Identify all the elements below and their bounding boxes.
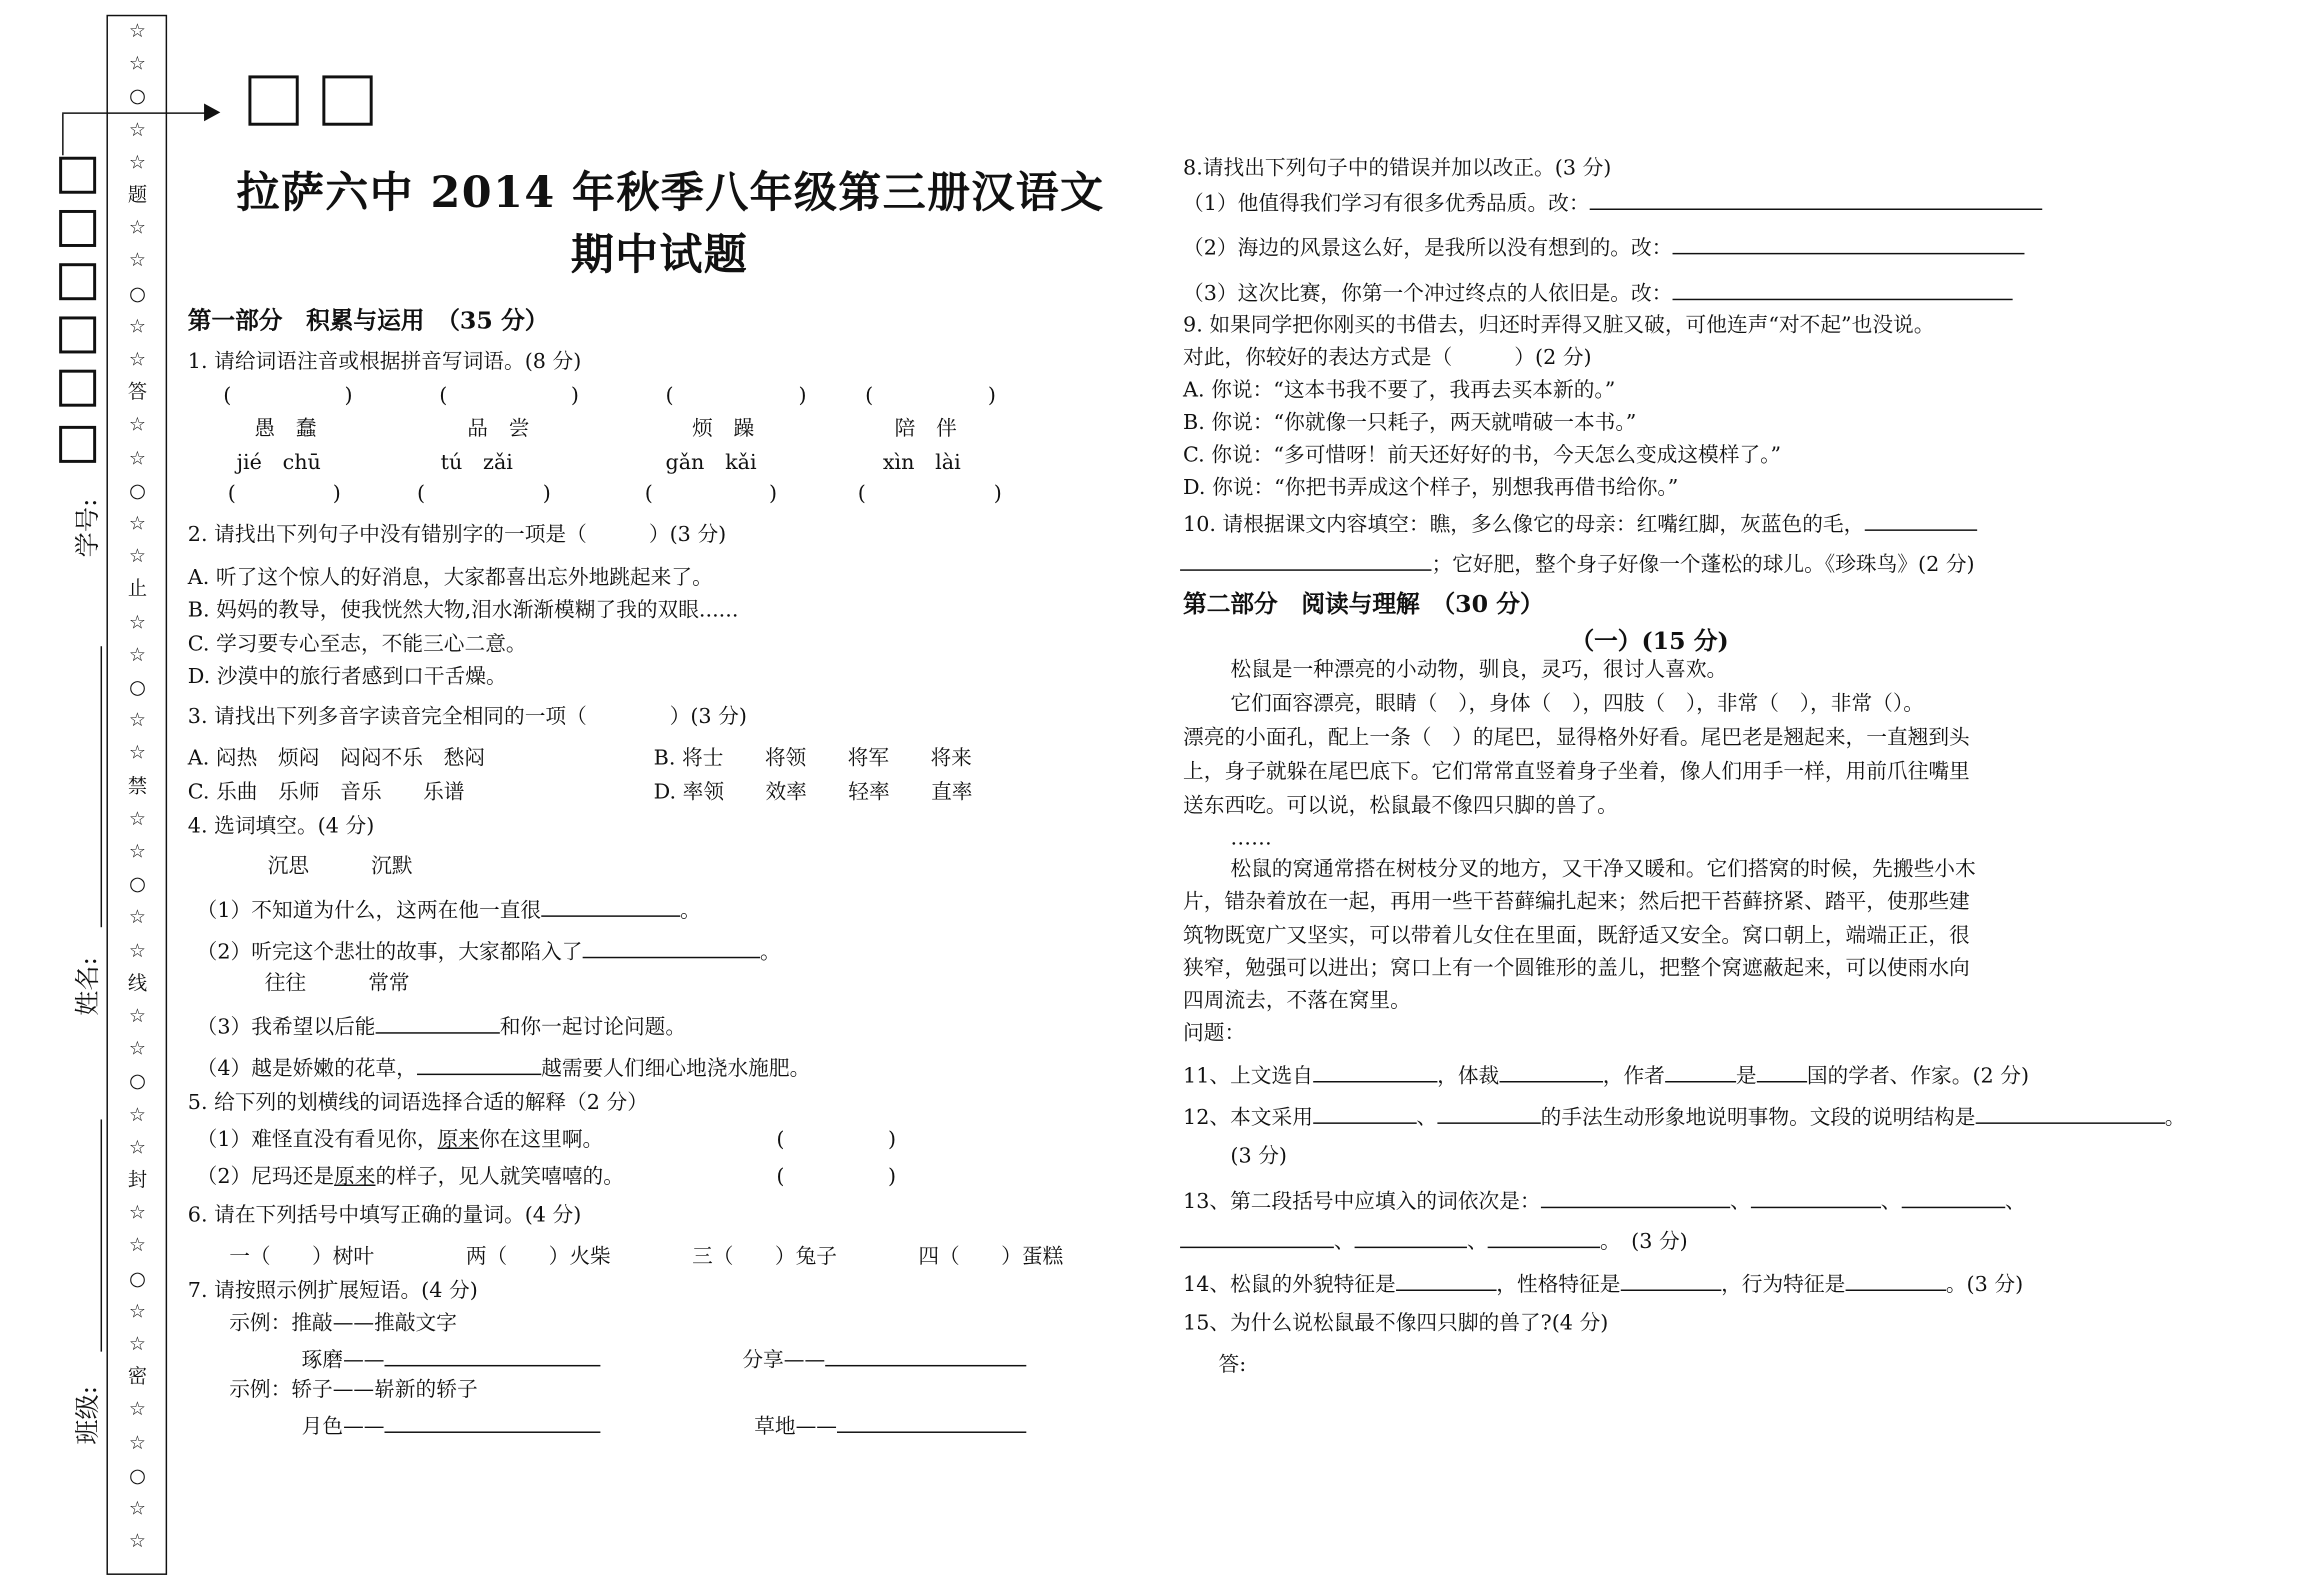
q13-blank-5[interactable] [1355, 1227, 1467, 1248]
q6-item-4[interactable]: 四（ ）蛋糕 [918, 1245, 1064, 1269]
circle-icon: ○ [129, 874, 146, 897]
q1-word-4: 陪 伴 [894, 417, 957, 441]
exam-title-line2: 期中试题 [570, 229, 749, 280]
q13-blank-1[interactable] [1541, 1187, 1730, 1208]
q13-sep-4: 、 [1333, 1230, 1355, 1255]
q5-sentence-2-text-a: （2）尼玛还是 [196, 1165, 335, 1189]
q8-blank-2[interactable] [1672, 234, 2024, 255]
q8-sentence-3 [1183, 279, 2012, 307]
q14-blank-1[interactable] [1396, 1270, 1497, 1291]
q1-answer-3-open: ( [665, 384, 674, 409]
circle-icon: ○ [129, 283, 146, 306]
seat-box-2[interactable] [322, 75, 372, 125]
star-icon: ☆ [128, 1333, 147, 1357]
q1-pinyin-2: tú zǎi [440, 451, 513, 475]
q5-answer-2[interactable]: ( ) [776, 1165, 897, 1189]
passage-p2b: 漂亮的小面孔，配上一条（ ）的尾巴，显得格外好看。尾巴老是翘起来，一直翘到头 [1183, 726, 1970, 750]
q9-option-a[interactable]: A. 你说：“这本书我不要了，我再去买本新的。” [1183, 378, 1616, 403]
q8-sentence-2 [1183, 234, 2024, 262]
q5-sentence-2 [197, 1165, 624, 1190]
q4-sentence-3 [197, 1013, 686, 1041]
q12-score: (3 分) [1230, 1144, 1287, 1169]
q7-item-a [302, 1346, 601, 1374]
q4-blank-1[interactable] [541, 896, 680, 917]
q7-item-d-label: 草地—— [754, 1415, 838, 1439]
passage-p3a: 松鼠的窝通常搭在树枝分叉的地方，又干净又暖和。它们搭窝的时候，先搬些小木 [1230, 857, 1976, 882]
class-label: 班级: [73, 1385, 104, 1445]
q4-sentence-1 [197, 896, 701, 924]
circle-icon: ○ [129, 86, 146, 109]
q2-option-b[interactable]: B. 妈妈的教导，使我恍然大物,泪水渐渐模糊了我的双眼...... [187, 598, 739, 623]
q2-option-d[interactable]: D. 沙漠中的旅行者感到口干舌燥。 [187, 665, 507, 690]
star-icon: ☆ [128, 907, 147, 930]
q1-answer-8-close[interactable]: ) [993, 482, 1002, 506]
q12-blank-2[interactable] [1437, 1103, 1541, 1124]
passage-p2c: 上，身子就躲在尾巴底下。它们常常直竖着身子坐着，像人们用手一样，用前爪往嘴里 [1183, 760, 1970, 784]
q4-period-1: 。 [680, 899, 701, 923]
q4-period-2: 。 [759, 940, 781, 965]
star-icon: ☆ [128, 250, 147, 273]
q1-pinyin-1: jié chū [236, 451, 321, 475]
q1-word-3: 烦 躁 [692, 417, 755, 441]
student-number-label: 学号: [73, 498, 104, 558]
q10-blank-2[interactable] [1180, 550, 1431, 571]
star-icon: ☆ [128, 119, 147, 142]
star-icon: ☆ [128, 611, 147, 634]
q4-sentence-1-text: （1）不知道为什么，这两在他一直很 [196, 899, 542, 923]
q5-sentence-2-text-b: 的样子，见人就笑嘻嘻的。 [375, 1165, 624, 1189]
star-icon: ☆ [128, 644, 147, 667]
q4-word-choices-2: 往往 常常 [264, 971, 410, 996]
passage-p2d: 送东西吃。可以说，松鼠最不像四只脚的兽了。 [1183, 794, 1618, 818]
seal-line-char: 封 [127, 1169, 148, 1192]
q3-option-a[interactable]: A. 闷热 烦闷 闷闷不乐 愁闷 [187, 746, 486, 771]
q1-answer-4-open: ( [865, 384, 874, 409]
q7-blank-b[interactable] [825, 1346, 1026, 1367]
q8-sentence-3-text: （3）这次比赛，你第一个冲过终点的人依旧是。改： [1183, 282, 1673, 307]
star-icon: ☆ [128, 841, 147, 864]
passage-p2a: 它们面容漂亮，眼睛（ ），身体（ ），四肢（ ），非常（ ），非常（）。 [1230, 692, 1924, 716]
q5-sentence-1-text-b: 你在这里啊。 [479, 1128, 604, 1152]
q12-text-b: 的手法生动形象地说明事物。文段的说明结构是 [1540, 1106, 1976, 1130]
student-number-box-4[interactable] [59, 316, 96, 353]
circle-icon: ○ [129, 1071, 146, 1094]
star-icon: ☆ [128, 348, 147, 372]
arrow-head-icon [204, 104, 220, 122]
q14 [1183, 1270, 2023, 1298]
q13-sep-2: 、 [1880, 1190, 1902, 1215]
q14-text-c: ，行为特征是 [1721, 1273, 1846, 1297]
q7-item-c-label: 月色—— [301, 1415, 385, 1439]
star-icon: ☆ [128, 1136, 147, 1160]
q14-text-b: ，性格特征是 [1496, 1273, 1621, 1297]
q4-sentence-4 [197, 1054, 811, 1082]
star-icon: ☆ [128, 513, 147, 536]
q12-blank-1[interactable] [1313, 1103, 1417, 1124]
q1-answer-6-open: ( [417, 482, 426, 506]
q8-blank-3[interactable] [1672, 279, 2012, 300]
q4-sentence-3-text-b: 和你一起讨论问题。 [499, 1015, 687, 1040]
star-icon: ☆ [128, 1530, 147, 1554]
q7-item-a-label: 琢磨—— [301, 1348, 385, 1373]
exam-title-line1: 拉萨六中 2014 年秋季八年级第三册汉语文 [236, 167, 1105, 218]
q7-blank-d[interactable] [837, 1412, 1026, 1433]
circle-icon: ○ [129, 677, 146, 700]
q11 [1183, 1062, 2029, 1090]
q11-blank-1[interactable] [1313, 1062, 1437, 1083]
student-number-box-1[interactable] [59, 157, 96, 194]
q1-answer-4-close[interactable]: ) [987, 384, 996, 409]
passage-p3c: 筑物既宽广又坚实，可以带着儿女住在里面，既舒适又安全。窝口朝上，端端正正，很 [1183, 924, 1970, 948]
class-field[interactable] [101, 1119, 102, 1351]
circle-icon: ○ [129, 480, 146, 503]
reading-section-1-heading: （一）(15 分) [1570, 627, 1729, 656]
q7-prompt: 7. 请按照示例扩展短语。(4 分) [187, 1279, 478, 1303]
q12-text-a: 12、本文采用 [1183, 1106, 1313, 1130]
q1-word-1: 愚 蠢 [254, 417, 317, 441]
q1-word-2: 品 尝 [467, 417, 530, 441]
q9-option-b[interactable]: B. 你说：“你就像一只耗子，两天就啃破一本书。” [1183, 411, 1637, 435]
star-icon: ☆ [128, 545, 147, 569]
name-field[interactable] [101, 646, 102, 927]
star-icon: ☆ [128, 1235, 147, 1258]
seal-line-char: 线 [127, 972, 148, 995]
q12 [1183, 1103, 2185, 1131]
q4-blank-4[interactable] [417, 1054, 541, 1075]
q13-blank-2[interactable] [1751, 1187, 1881, 1208]
q8-sentence-1-text: （1）他值得我们学习有很多优秀品质。改： [1183, 192, 1590, 216]
q4-sentence-3-text-a: （3）我希望以后能 [196, 1015, 376, 1040]
star-icon: ☆ [128, 1399, 147, 1422]
q10-blank-1[interactable] [1864, 510, 1976, 531]
passage-ellipsis: …… [1230, 826, 1272, 851]
star-icon: ☆ [128, 808, 147, 831]
q1-answer-3-close[interactable]: ) [798, 384, 807, 409]
star-icon: ☆ [128, 414, 147, 437]
q7-blank-a[interactable] [384, 1346, 600, 1367]
q11-text-a: 11、上文选自 [1183, 1064, 1313, 1089]
star-icon: ☆ [128, 1104, 147, 1127]
q4-word-choices-1: 沉思 沉默 [267, 854, 413, 879]
star-icon: ☆ [128, 316, 147, 339]
passage-p3d: 狭窄，勉强可以进出；窝口上有一个圆锥形的盖儿，把整个窝遮蔽起来，可以使雨水向 [1183, 956, 1970, 981]
student-number-box-3[interactable] [59, 263, 96, 300]
q1-answer-5-open: ( [227, 482, 236, 506]
q12-separator: 、 [1416, 1106, 1438, 1130]
q7-blank-c[interactable] [384, 1412, 600, 1433]
q1-answer-1-close[interactable]: ) [344, 384, 353, 409]
star-icon: ☆ [128, 1202, 147, 1225]
q1-answer-5-close[interactable]: ) [332, 482, 341, 506]
q5-answer-1[interactable]: ( ) [776, 1128, 897, 1152]
q6-item-1[interactable]: 一（ ）树叶 [229, 1245, 375, 1269]
q1-answer-8-open: ( [857, 482, 866, 506]
q14-blank-2[interactable] [1621, 1270, 1722, 1291]
seal-line-char: 题 [127, 184, 148, 208]
q3-option-b[interactable]: B. 将士 将领 将军 将来 [653, 746, 972, 771]
passage-p1: 松鼠是一种漂亮的小动物，驯良，灵巧，很讨人喜欢。 [1230, 658, 1728, 682]
q5-sentence-1-text-a: （1）难怪直没有看见你， [196, 1128, 438, 1152]
q8-blank-1[interactable] [1590, 189, 2043, 210]
q7-item-b-label: 分享—— [742, 1348, 826, 1373]
seal-line-char: 禁 [127, 775, 148, 798]
q11-text-b: ，体裁 [1437, 1064, 1500, 1089]
q13-line2 [1180, 1227, 1688, 1255]
part2-heading: 第二部分 阅读与理解 （30 分） [1183, 590, 1544, 619]
arrow-stem [62, 114, 63, 155]
q1-pinyin-4: xìn lài [882, 451, 961, 475]
passage-p3b: 片，错杂着放在一起，再用一些干苔藓编扎起来；然后把干苔藓挤紧、踏平，使那些建 [1183, 890, 1970, 914]
q14-text-d: 。(3 分) [1945, 1273, 2024, 1297]
name-label: 姓名: [73, 956, 104, 1016]
q14-blank-3[interactable] [1845, 1270, 1946, 1291]
q13-text-a: 13、第二段括号中应填入的词依次是： [1183, 1190, 1541, 1215]
q13-blank-3[interactable] [1901, 1187, 2005, 1208]
q1-answer-1-open: ( [223, 384, 232, 409]
q10-text-a: 10. 请根据课文内容填空：瞧，多么像它的母亲：红嘴红脚，灰蓝色的毛， [1183, 513, 1865, 537]
star-icon: ☆ [128, 1432, 147, 1455]
star-icon: ☆ [128, 447, 147, 470]
q2-option-c[interactable]: C. 学习要专心至志，不能三心二意。 [187, 632, 527, 657]
q6-item-2[interactable]: 两（ ）火柴 [465, 1245, 611, 1269]
questions-label: 问题： [1183, 1021, 1246, 1046]
q7-item-d [754, 1412, 1026, 1440]
q11-blank-2[interactable] [1499, 1062, 1603, 1083]
circle-icon: ○ [129, 1268, 146, 1291]
q3-option-c[interactable]: C. 乐曲 乐师 音乐 乐谱 [187, 780, 465, 805]
q3-prompt: 3. 请找出下列多音字读音完全相同的一项（ ）(3 分) [187, 705, 747, 730]
q1-prompt: 1. 请给词语注音或根据拼音写词语。(8 分) [187, 350, 582, 375]
star-icon: ☆ [128, 1005, 147, 1028]
q1-pinyin-3: gǎn kǎi [665, 451, 757, 475]
q14-text-a: 14、松鼠的外貌特征是 [1183, 1273, 1396, 1297]
student-number-box-6[interactable] [59, 426, 96, 463]
q5-underlined-word-2: 原来 [334, 1165, 376, 1189]
q12-text-c: 。 [2164, 1106, 2186, 1130]
q9-option-c[interactable]: C. 你说：“多可惜呀！前天还好好的书，今天怎么变成这模样了。” [1183, 443, 1782, 468]
q13-blank-4[interactable] [1180, 1227, 1334, 1248]
star-icon: ☆ [128, 1301, 147, 1324]
seal-line-char: 答 [127, 381, 148, 404]
q4-sentence-2 [197, 938, 781, 966]
q12-blank-3[interactable] [1975, 1103, 2164, 1124]
q2-option-a[interactable]: A. 听了这个惊人的好消息，大家都喜出忘外地跳起来了。 [187, 566, 713, 591]
q10-text-b: ；它好肥，整个身子好像一个蓬松的球儿。《珍珠鸟》(2 分) [1431, 553, 1975, 577]
q3-option-d[interactable]: D. 率领 效率 轻率 直率 [653, 780, 973, 805]
star-icon: ☆ [128, 53, 147, 76]
q7-item-b [742, 1346, 1026, 1374]
q8-sentence-2-text: （2）海边的风景这么好，是我所以没有想到的。改： [1183, 236, 1673, 261]
q9-prompt-line2: 对此，你较好的表达方式是（ ）(2 分) [1183, 346, 1592, 370]
q13-sep-1: 、 [1729, 1190, 1751, 1215]
q10-line1 [1183, 510, 1977, 538]
q15-answer-label: 答: [1218, 1353, 1247, 1377]
q1-answer-2-close[interactable]: ) [570, 384, 579, 409]
q4-sentence-2-text: （2）听完这个悲壮的故事，大家都陷入了 [196, 940, 583, 965]
q13-sep-5: 、 [1466, 1230, 1488, 1255]
q4-blank-2[interactable] [583, 938, 760, 959]
q1-answer-6-close[interactable]: ) [542, 482, 551, 506]
circle-icon: ○ [129, 1465, 146, 1488]
q7-example-2: 示例：轿子——崭新的轿子 [229, 1378, 478, 1402]
q15-prompt: 15、为什么说松鼠最不像四只脚的兽了?(4 分) [1183, 1311, 1609, 1336]
star-icon: ☆ [128, 152, 147, 175]
q4-blank-3[interactable] [375, 1013, 499, 1034]
star-icon: ☆ [128, 1038, 147, 1061]
q1-answer-2-open: ( [439, 384, 448, 409]
seat-box-1[interactable] [248, 75, 298, 125]
q13-line1 [1183, 1187, 2026, 1215]
star-icon: ☆ [128, 710, 147, 733]
q9-prompt-line1: 9. 如果同学把你刚买的书借去，归还时弄得又脏又破，可他连声“对不起”也没说。 [1183, 313, 1935, 338]
q4-sentence-4-text-a: （4）越是娇嫩的花草， [196, 1057, 417, 1082]
seal-line-char: 密 [127, 1366, 148, 1389]
q5-sentence-1 [197, 1128, 604, 1153]
star-icon: ☆ [128, 20, 147, 43]
q1-answer-7-close[interactable]: ) [768, 482, 778, 506]
q1-answer-7-open: ( [644, 482, 653, 506]
q11-blank-3[interactable] [1665, 1062, 1736, 1083]
q13-blank-6[interactable] [1488, 1227, 1600, 1248]
student-number-box-2[interactable] [59, 210, 96, 247]
q9-option-d[interactable]: D. 你说：“你把书弄成这个样子，别想我再借书给你。” [1183, 476, 1679, 500]
q2-prompt: 2. 请找出下列句子中没有错别字的一项是（ ）(3 分) [187, 523, 727, 548]
q4-prompt: 4. 选词填空。(4 分) [187, 814, 375, 839]
q6-item-3[interactable]: 三（ ）兔子 [692, 1245, 838, 1269]
q13-score: 。 (3 分) [1600, 1230, 1688, 1255]
q5-underlined-word-1: 原来 [437, 1128, 480, 1152]
q5-prompt: 5. 给下列的划横线的词语选择合适的解释（2 分） [187, 1091, 648, 1116]
q7-item-c [302, 1412, 601, 1440]
q11-blank-4[interactable] [1757, 1062, 1807, 1083]
star-icon: ☆ [128, 217, 147, 240]
star-icon: ☆ [128, 1498, 147, 1521]
q11-text-e: 国的学者、作家。(2 分) [1806, 1064, 2030, 1089]
star-icon: ☆ [128, 939, 147, 963]
q10-line2 [1180, 550, 1975, 578]
q13-sep-3: 、 [2004, 1190, 2026, 1215]
seal-line-char: 止 [127, 578, 148, 601]
arrow-line [62, 112, 210, 113]
q11-text-d: 是 [1735, 1064, 1757, 1089]
q7-example-1: 示例：推敲——推敲文字 [229, 1311, 457, 1336]
part1-heading: 第一部分 积累与运用 （35 分） [187, 306, 549, 335]
q11-text-c: ，作者 [1602, 1064, 1665, 1089]
q6-prompt: 6. 请在下列括号中填写正确的量词。(4 分) [187, 1203, 582, 1228]
star-icon: ☆ [128, 742, 147, 766]
q4-sentence-4-text-b: 越需要人们细心地浇水施肥。 [541, 1057, 811, 1082]
passage-p3e: 四周流去，不落在窝里。 [1183, 989, 1411, 1013]
q8-sentence-1 [1183, 189, 2042, 217]
q8-prompt: 8.请找出下列句子中的错误并加以改正。(3 分) [1183, 156, 1612, 181]
student-number-box-5[interactable] [59, 370, 96, 407]
